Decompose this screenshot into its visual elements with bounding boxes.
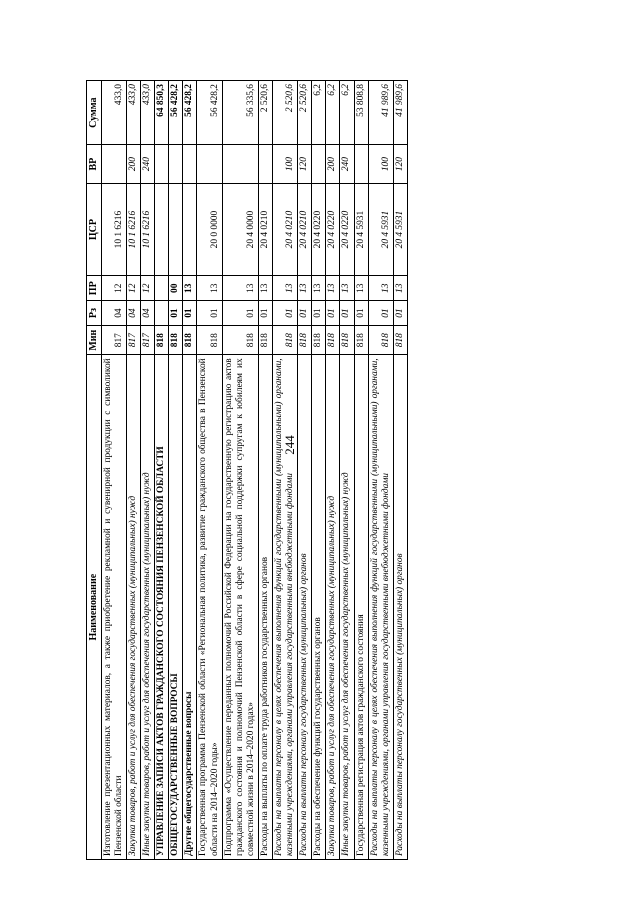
cell-rz: 01: [368, 301, 393, 326]
cell-rz: 04: [126, 301, 140, 326]
cell-min: 818: [197, 326, 222, 355]
cell-rz: 01: [273, 301, 298, 326]
page-number: 244: [282, 435, 297, 455]
cell-name: Другие общегосударственные вопросы: [183, 355, 197, 860]
cell-csr: 20 4 5931: [368, 183, 393, 276]
cell-min: 817: [126, 326, 140, 355]
cell-csr: 20 4 0210: [273, 183, 298, 276]
cell-pr: 13: [340, 276, 354, 301]
cell-rz: 04: [141, 301, 155, 326]
header-sum: Сумма: [87, 81, 102, 145]
table-row: [101, 81, 126, 860]
cell-rz: 01: [258, 301, 272, 326]
cell-csr: 20 4 0220: [312, 183, 326, 276]
cell-min: 818: [169, 326, 183, 355]
table-row: [368, 81, 393, 860]
cell-csr: [169, 183, 183, 276]
cell-sum: 56 428,2: [169, 81, 183, 145]
cell-sum: 56 428,2: [183, 81, 197, 145]
cell-vr: 200: [126, 145, 140, 183]
cell-name: Иные закупки товаров, работ и услуг для обеспечения государственных (муниципальных) нужд: [340, 355, 354, 860]
cell-name: Расходы на выплаты по оплате труда работников государственных органов: [258, 355, 272, 860]
cell-rz: 01: [326, 301, 340, 326]
cell-name: Государственная программа Пензенской области «Региональная политика, развитие гражданского общества в Пензенской области на 2014–2020 годы»: [197, 355, 222, 860]
table-row: [312, 81, 326, 860]
header-rz: Рз: [87, 301, 102, 326]
header-pr: ПР: [87, 276, 102, 301]
cell-name: Расходы на выплаты персоналу государственных (муниципальных) органов: [298, 355, 312, 860]
cell-sum: 433,0: [126, 81, 140, 145]
table-row: [183, 81, 197, 860]
cell-sum: 64 850,3: [155, 81, 169, 145]
table-row: [197, 81, 222, 860]
cell-vr: 240: [141, 145, 155, 183]
cell-min: 818: [222, 326, 258, 355]
header-vr: ВР: [87, 145, 102, 183]
cell-name: УПРАВЛЕНИЕ ЗАПИСИ АКТОВ ГРАЖДАНСКОГО СОСТОЯНИЯ ПЕНЗЕНСКОЙ ОБЛАСТИ: [155, 355, 169, 860]
cell-csr: 10 1 6216: [101, 183, 126, 276]
cell-vr: 100: [368, 145, 393, 183]
cell-min: 818: [258, 326, 272, 355]
cell-rz: 01: [354, 301, 368, 326]
cell-csr: 20 4 0220: [340, 183, 354, 276]
table-row: [298, 81, 312, 860]
cell-rz: 01: [197, 301, 222, 326]
cell-csr: [155, 183, 169, 276]
table-row: [222, 81, 258, 860]
cell-min: 817: [101, 326, 126, 355]
budget-table: [86, 80, 408, 860]
cell-sum: 2 520,6: [258, 81, 272, 145]
cell-csr: 20 4 0220: [326, 183, 340, 276]
header-name: Наименование: [87, 355, 102, 860]
cell-min: 818: [155, 326, 169, 355]
cell-csr: 20 0 0000: [197, 183, 222, 276]
table-row: [273, 81, 298, 860]
cell-min: 818: [354, 326, 368, 355]
cell-rz: 01: [393, 301, 407, 326]
cell-vr: 120: [298, 145, 312, 183]
table-row: [126, 81, 140, 860]
cell-csr: 20 4 0000: [222, 183, 258, 276]
cell-sum: 433,0: [141, 81, 155, 145]
table-row: [258, 81, 272, 860]
cell-pr: 00: [169, 276, 183, 301]
cell-pr: 13: [222, 276, 258, 301]
cell-csr: 10 1 6216: [141, 183, 155, 276]
cell-name: Расходы на выплаты персоналу в целях обеспечения выполнения функций государственными (муниципальными) органами, казенными учреждениями, органами управления государственными внебюджетными фондами: [273, 355, 298, 860]
table-row: [326, 81, 340, 860]
table-header-row: [87, 81, 102, 860]
cell-vr: [354, 145, 368, 183]
cell-pr: 13: [354, 276, 368, 301]
cell-rz: [155, 301, 169, 326]
cell-rz: 01: [222, 301, 258, 326]
cell-pr: 13: [368, 276, 393, 301]
cell-sum: 6,2: [326, 81, 340, 145]
table-row: [354, 81, 368, 860]
cell-pr: 12: [101, 276, 126, 301]
table-row: [169, 81, 183, 860]
cell-pr: 13: [312, 276, 326, 301]
cell-pr: 12: [141, 276, 155, 301]
cell-vr: [169, 145, 183, 183]
cell-vr: [222, 145, 258, 183]
cell-min: 818: [312, 326, 326, 355]
cell-name: Расходы на выплаты персоналу государственных (муниципальных) органов: [393, 355, 407, 860]
cell-name: Закупка товаров, работ и услуг для обеспечения государственных (муниципальных) нужд: [126, 355, 140, 860]
header-min: Мин: [87, 326, 102, 355]
cell-sum: 56 428,2: [197, 81, 222, 145]
cell-vr: 120: [393, 145, 407, 183]
cell-vr: [197, 145, 222, 183]
cell-pr: 12: [126, 276, 140, 301]
table-row: [393, 81, 407, 860]
cell-rz: 01: [312, 301, 326, 326]
cell-vr: 200: [326, 145, 340, 183]
cell-min: 818: [340, 326, 354, 355]
cell-min: 818: [273, 326, 298, 355]
cell-name: Изготовление презентационных материалов, а также приобретение рекламной и сувенирной продукции с символикой Пензенской области: [101, 355, 126, 860]
cell-vr: [183, 145, 197, 183]
cell-pr: 13: [258, 276, 272, 301]
table-row: [155, 81, 169, 860]
cell-min: 817: [141, 326, 155, 355]
cell-vr: [312, 145, 326, 183]
cell-vr: 100: [273, 145, 298, 183]
cell-csr: 20 4 0210: [258, 183, 272, 276]
table-body: [101, 81, 407, 860]
cell-name: Иные закупки товаров, работ и услуг для обеспечения государственных (муниципальных) нужд: [141, 355, 155, 860]
cell-min: 818: [326, 326, 340, 355]
cell-rz: 01: [169, 301, 183, 326]
rotated-page: [86, 80, 408, 860]
cell-name: Расходы на выплаты персоналу в целях обеспечения выполнения функций государственными (муниципальными) органами, казенными учреждениями, органами управления государственными внебюджетными фондами: [368, 355, 393, 860]
cell-csr: 10 1 6216: [126, 183, 140, 276]
cell-sum: 53 808,8: [354, 81, 368, 145]
cell-rz: 04: [101, 301, 126, 326]
cell-pr: 13: [197, 276, 222, 301]
cell-sum: 41 989,6: [393, 81, 407, 145]
cell-sum: 2 520,6: [298, 81, 312, 145]
cell-min: 818: [298, 326, 312, 355]
cell-csr: [183, 183, 197, 276]
cell-sum: 6,2: [340, 81, 354, 145]
cell-name: Расходы на обеспечение функций государственных органов: [312, 355, 326, 860]
cell-name: Закупка товаров, работ и услуг для обеспечения государственных (муниципальных) нужд: [326, 355, 340, 860]
cell-sum: 433,0: [101, 81, 126, 145]
table-row: [141, 81, 155, 860]
cell-vr: [101, 145, 126, 183]
cell-csr: 20 4 5931: [354, 183, 368, 276]
cell-vr: [155, 145, 169, 183]
cell-pr: 13: [393, 276, 407, 301]
cell-min: 818: [393, 326, 407, 355]
cell-pr: 13: [298, 276, 312, 301]
cell-rz: 01: [298, 301, 312, 326]
cell-rz: 01: [183, 301, 197, 326]
cell-csr: 20 4 0210: [298, 183, 312, 276]
cell-name: Государственная регистрация актов гражданского состояния: [354, 355, 368, 860]
cell-pr: [155, 276, 169, 301]
cell-csr: 20 4 5931: [393, 183, 407, 276]
cell-sum: 6,2: [312, 81, 326, 145]
cell-vr: [258, 145, 272, 183]
cell-vr: 240: [340, 145, 354, 183]
header-csr: ЦСР: [87, 183, 102, 276]
cell-sum: 41 989,6: [368, 81, 393, 145]
cell-min: 818: [368, 326, 393, 355]
table-row: [340, 81, 354, 860]
cell-name: ОБЩЕГОСУДАРСТВЕННЫЕ ВОПРОСЫ: [169, 355, 183, 860]
cell-rz: 01: [340, 301, 354, 326]
cell-pr: 13: [326, 276, 340, 301]
cell-sum: 56 335,6: [222, 81, 258, 145]
cell-pr: 13: [273, 276, 298, 301]
cell-min: 818: [183, 326, 197, 355]
cell-sum: 2 520,6: [273, 81, 298, 145]
cell-pr: 13: [183, 276, 197, 301]
cell-name: Подпрограмма «Осуществление переданных полномочий Российской Федерации на государственную регистрацию актов гражданского состояния и полномочий Пензенской области в сфере социальной поддержки супругам к юбилеям их совместной жизни в 2014–2020 годах»: [222, 355, 258, 860]
